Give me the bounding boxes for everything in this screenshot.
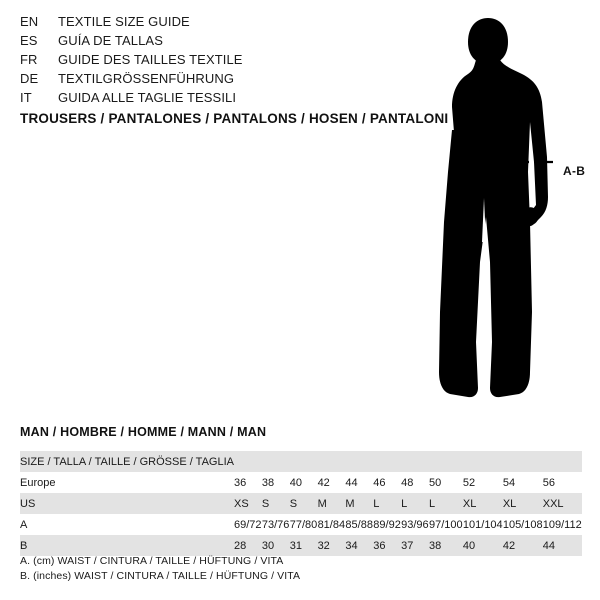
- cell: 73/76: [261, 518, 290, 531]
- cell: [234, 451, 262, 472]
- cell: XL: [462, 497, 477, 510]
- size-table: [20, 451, 582, 556]
- language-text: TEXTILGRÖSSENFÜHRUNG: [58, 71, 235, 86]
- cell: 36: [233, 476, 247, 489]
- cell: 97/100: [429, 518, 463, 531]
- language-code: FR: [20, 52, 38, 67]
- cell: 46: [373, 476, 386, 489]
- language-code: DE: [20, 71, 39, 86]
- language-code: EN: [20, 14, 39, 29]
- row-label: Europe: [20, 476, 56, 489]
- table-row: [20, 472, 582, 493]
- language-code: IT: [20, 90, 32, 105]
- language-text: TEXTILE SIZE GUIDE: [58, 14, 190, 29]
- cell: 85/88: [345, 518, 373, 531]
- cell: 42: [317, 476, 330, 489]
- language-row: [20, 33, 350, 52]
- table-row: [20, 535, 582, 556]
- footnote-b: B. (inches) WAIST / CINTURA / TAILLE / HÜFTUNG / VITA: [20, 570, 301, 582]
- cell: 81/84: [317, 518, 346, 531]
- cell: [290, 451, 318, 472]
- cell: 30: [261, 539, 275, 552]
- language-row: [20, 52, 350, 71]
- cell: L: [373, 497, 380, 510]
- cell: 101/104: [462, 518, 503, 531]
- measure-label: A-B: [563, 164, 586, 178]
- cell: [543, 451, 582, 472]
- section-title: TROUSERS / PANTALONES / PANTALONS / HOSEN / PANTALONI: [20, 111, 449, 126]
- cell: 28: [233, 539, 247, 552]
- table-row: [20, 514, 582, 535]
- cell: [262, 451, 290, 472]
- cell: [503, 451, 543, 472]
- cell: 48: [401, 476, 414, 489]
- cell: XXL: [542, 497, 564, 510]
- cell: 56: [542, 476, 555, 489]
- cell: 105/108: [502, 518, 543, 531]
- language-text: GUIDA ALLE TAGLIE TESSILI: [58, 90, 237, 105]
- table-row: [20, 451, 582, 472]
- cell: 69/72: [233, 518, 262, 531]
- cell: [345, 451, 373, 472]
- cell: 37: [401, 539, 414, 552]
- cell: 89/92: [373, 518, 401, 531]
- row-label: A: [20, 518, 28, 531]
- cell: XS: [233, 497, 249, 510]
- cell: 40: [289, 476, 302, 489]
- cell: XL: [502, 497, 517, 510]
- cell: 52: [462, 476, 476, 489]
- cell: 44: [542, 539, 555, 552]
- cell: 34: [345, 539, 358, 552]
- cell: 54: [502, 476, 516, 489]
- cell: S: [261, 497, 270, 510]
- language-text: GUIDE DES TAILLES TEXTILE: [58, 52, 243, 67]
- cell: 50: [429, 476, 442, 489]
- cell: [429, 451, 463, 472]
- language-row: [20, 14, 350, 33]
- cell: [373, 451, 401, 472]
- table-title: MAN / HOMBRE / HOMME / MANN / MAN: [20, 425, 267, 439]
- language-code: ES: [20, 33, 38, 48]
- cell: [463, 451, 503, 472]
- figure-illustration: [400, 12, 600, 412]
- cell: 42: [502, 539, 516, 552]
- language-header-list: [20, 14, 350, 109]
- cell: 36: [373, 539, 386, 552]
- footnote-a: A. (cm) WAIST / CINTURA / TAILLE / HÜFTUNG / VITA: [20, 555, 284, 567]
- cell: 40: [462, 539, 476, 552]
- table-row: [20, 493, 582, 514]
- cell: M: [345, 497, 355, 510]
- cell: [401, 451, 429, 472]
- footnotes: [20, 554, 300, 584]
- language-text: GUÍA DE TALLAS: [58, 33, 163, 48]
- cell: 44: [345, 476, 358, 489]
- language-row: [20, 90, 350, 109]
- cell: [318, 451, 346, 472]
- row-label: SIZE / TALLA / TAILLE / GRÖSSE / TAGLIA: [20, 455, 234, 468]
- cell: 38: [261, 476, 275, 489]
- cell: 93/96: [401, 518, 429, 531]
- cell: 32: [317, 539, 330, 552]
- cell: L: [429, 497, 436, 510]
- cell: M: [317, 497, 327, 510]
- cell: 38: [429, 539, 442, 552]
- cell: S: [289, 497, 298, 510]
- cell: 109/112: [542, 518, 582, 531]
- language-row: [20, 71, 350, 90]
- male-silhouette-icon: [400, 12, 600, 412]
- cell: 77/80: [289, 518, 318, 531]
- cell: L: [401, 497, 408, 510]
- row-label: US: [20, 497, 36, 510]
- cell: 31: [289, 539, 302, 552]
- row-label: B: [20, 539, 28, 552]
